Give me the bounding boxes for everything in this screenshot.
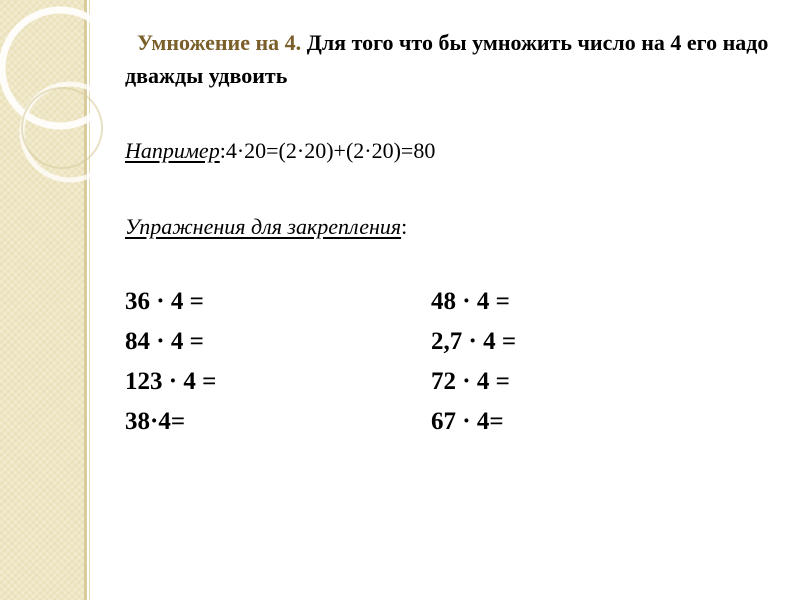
example-label: Например	[125, 138, 220, 163]
example-formula: 4·20=(2·20)+(2·20)=80	[225, 138, 436, 163]
intro-paragraph	[125, 26, 785, 92]
exercises-label: Упражнения для закрепления	[125, 214, 402, 239]
decorative-ring-large	[2, 10, 118, 126]
exercise-item: 123 · 4 =	[125, 368, 217, 395]
exercises-separator: :	[401, 214, 408, 239]
exercises-heading	[125, 213, 785, 241]
exercise-item: 2,7 · 4 =	[431, 328, 517, 355]
exercise-item: 48 · 4 =	[431, 288, 510, 315]
intro-rest: Для того что бы умножить число на 4 его надо дважды удвоить	[125, 30, 769, 88]
example-separator: :	[219, 138, 226, 163]
example-line	[125, 137, 785, 165]
intro-lead: Умножение на 4.	[137, 30, 302, 55]
exercise-item: 67 · 4=	[431, 408, 504, 435]
exercise-grid	[125, 283, 785, 441]
exercise-item: 72 · 4 =	[431, 368, 510, 395]
slide-content	[125, 26, 785, 441]
exercise-item: 36 · 4 =	[125, 288, 204, 315]
exercise-item: 38·4=	[125, 408, 186, 435]
exercise-item: 84 · 4 =	[125, 328, 204, 355]
